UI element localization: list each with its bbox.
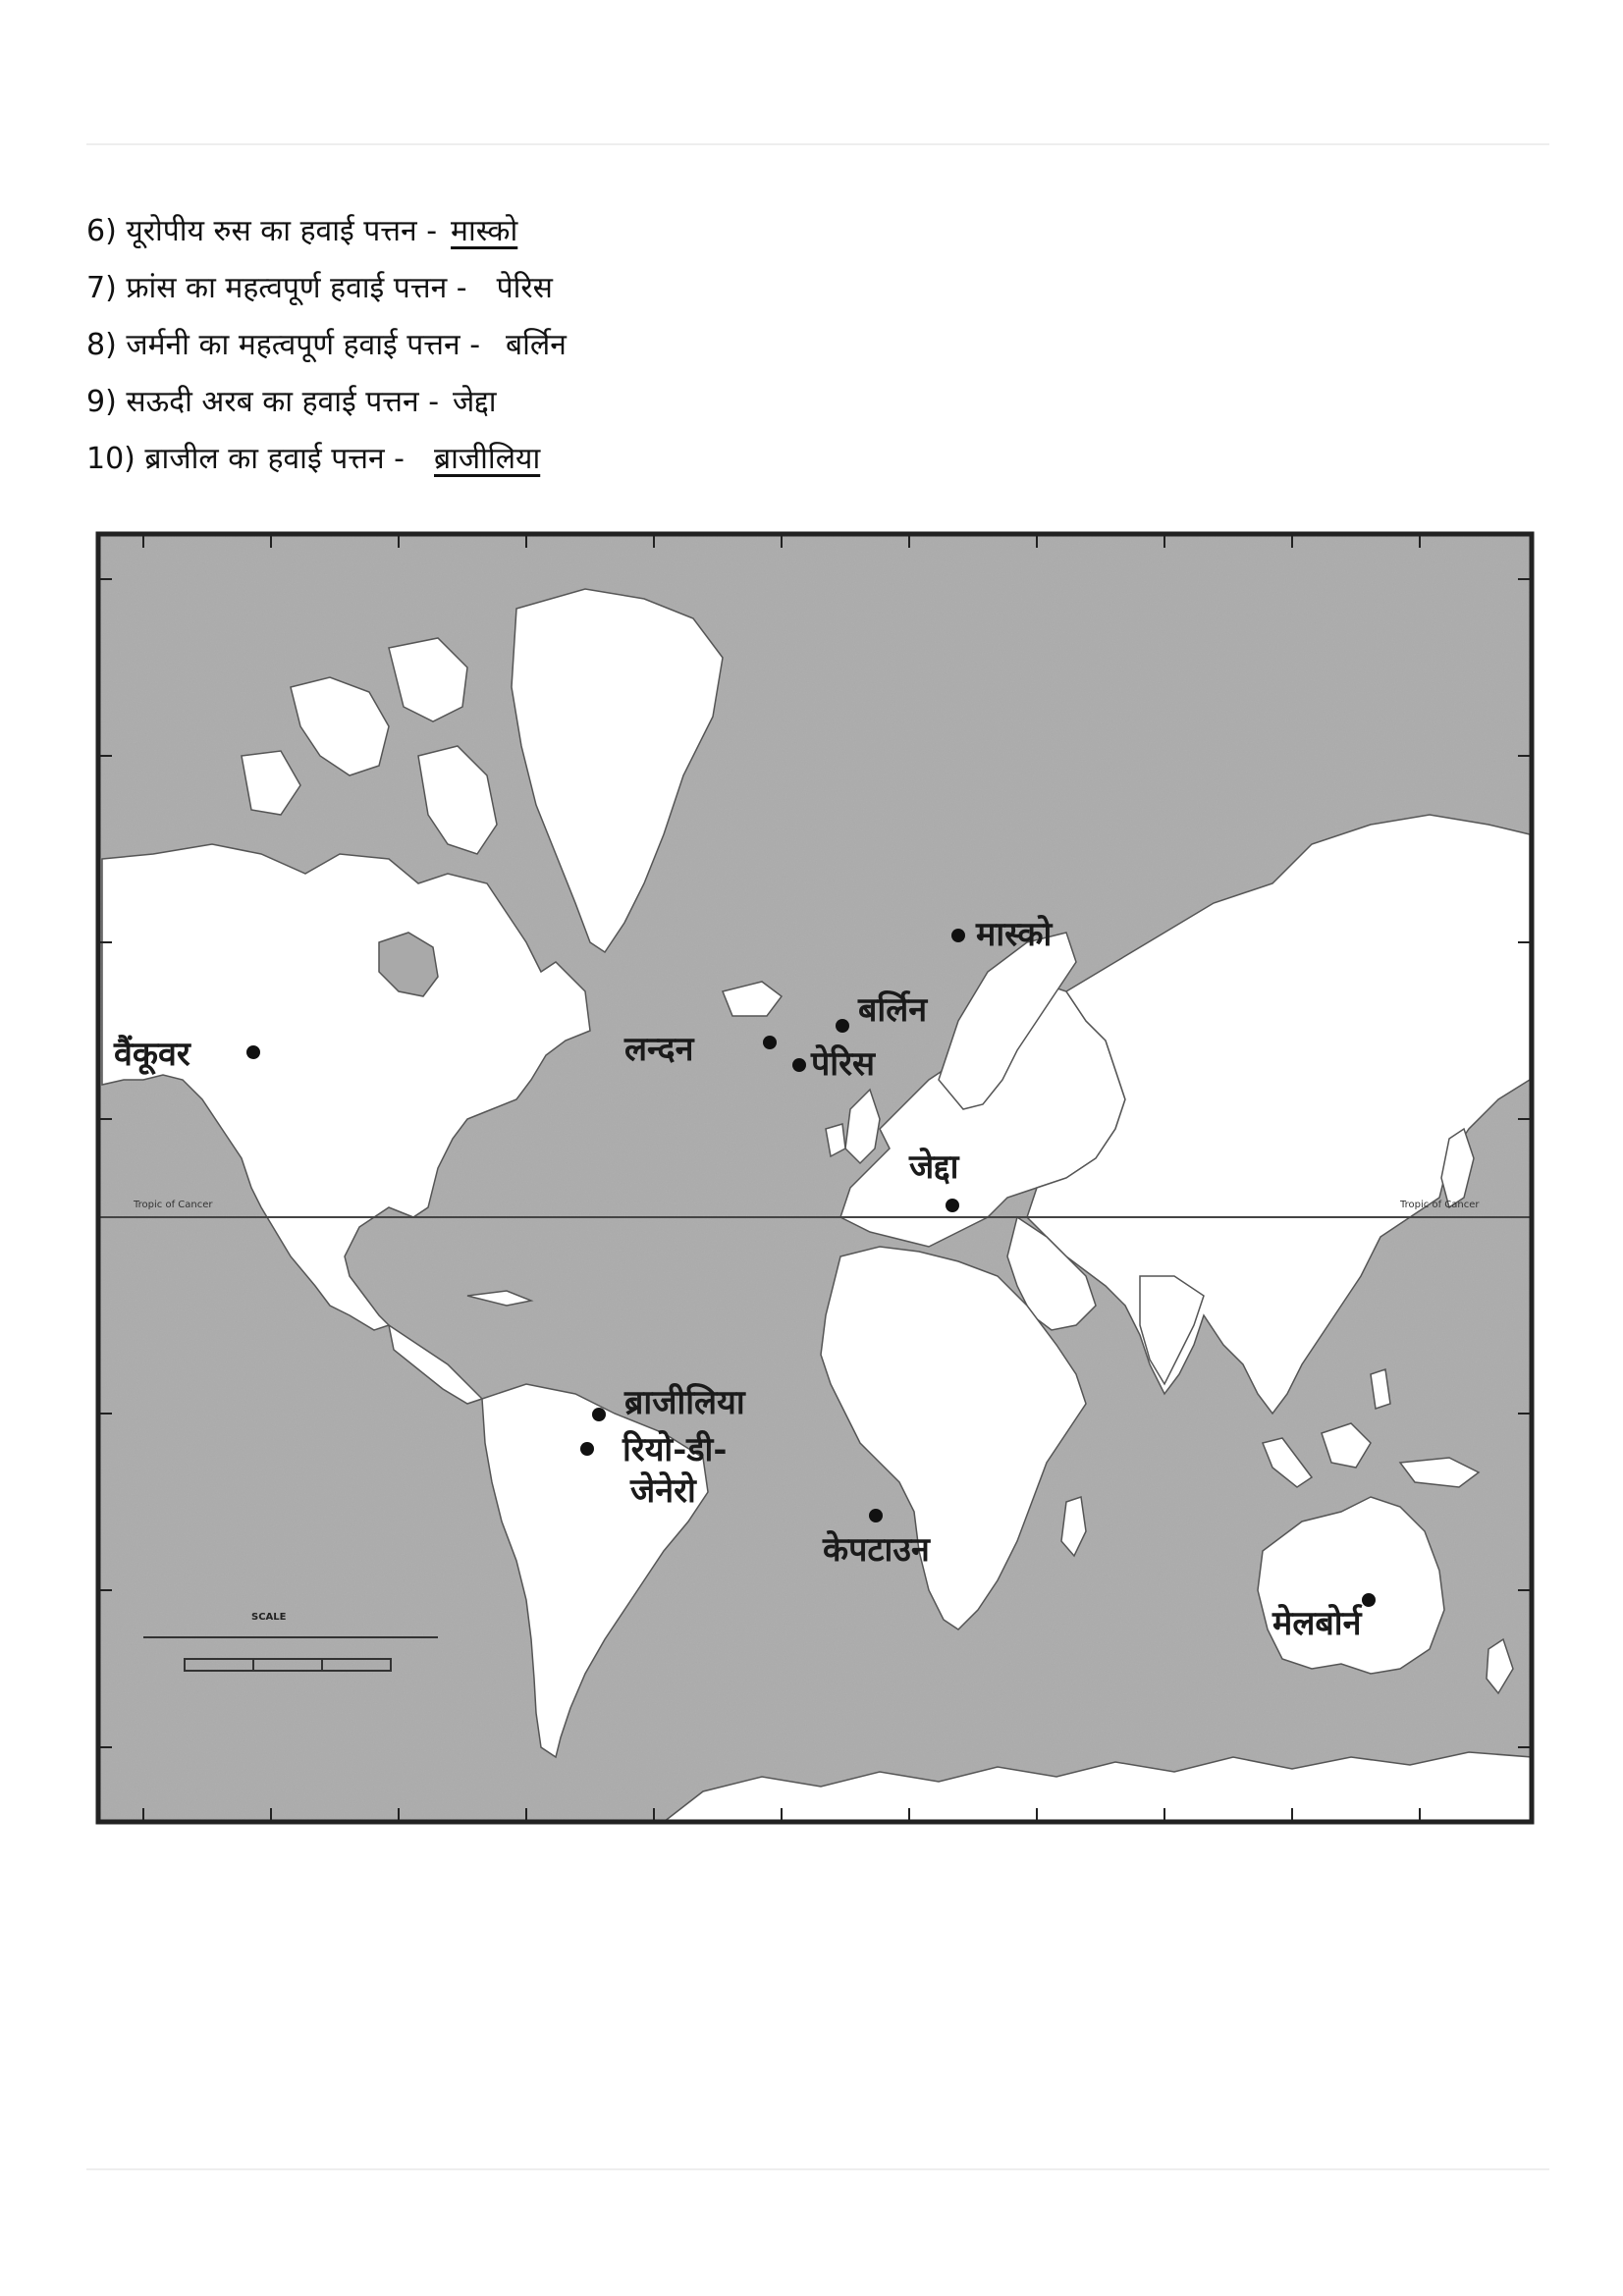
scale-title: SCALE bbox=[251, 1612, 287, 1623]
item-answer: बर्लिन bbox=[506, 328, 567, 362]
city-label-moscow: मास्को bbox=[976, 915, 1053, 954]
list-item bbox=[86, 265, 567, 322]
item-answer: मास्को bbox=[451, 214, 518, 248]
city-dot-vancouver bbox=[246, 1045, 260, 1059]
list-item bbox=[86, 436, 567, 493]
city-label-vancouver: वैंकूवर bbox=[114, 1035, 190, 1074]
bottom-rule bbox=[86, 2168, 1549, 2170]
city-dot-berlin bbox=[836, 1019, 849, 1033]
item-answer: जेद्दा bbox=[453, 385, 497, 419]
list-item bbox=[86, 322, 567, 379]
item-answer: ब्राजीलिया bbox=[434, 442, 541, 476]
city-label-london: लन्दन bbox=[624, 1030, 694, 1069]
city-label-jeddah: जेद्दा bbox=[909, 1148, 959, 1187]
world-map bbox=[94, 530, 1536, 1826]
city-dot-melbourne bbox=[1362, 1593, 1376, 1607]
item-label: 6) यूरोपीय रुस का हवाई पत्तन - bbox=[86, 214, 438, 248]
city-label-brasilia: ब्राजीलिया bbox=[624, 1383, 745, 1422]
city-label-rio-line2: जेनेरो bbox=[630, 1471, 696, 1511]
city-label-paris: पेरिस bbox=[811, 1044, 876, 1084]
list-item bbox=[86, 208, 567, 265]
question-answer-list bbox=[86, 208, 567, 493]
world-map-svg bbox=[94, 530, 1536, 1826]
city-label-melbourne: मेलबोर्न bbox=[1272, 1604, 1362, 1643]
item-label: 10) ब्राजील का हवाई पत्तन - bbox=[86, 442, 405, 476]
city-label-capetown: केपटाउन bbox=[823, 1530, 930, 1570]
city-label-rio-line1: रियो-डी- bbox=[622, 1430, 728, 1469]
list-item bbox=[86, 379, 567, 436]
city-dot-jeddah bbox=[946, 1199, 959, 1212]
city-dot-capetown bbox=[869, 1509, 883, 1522]
tropic-label-left: Tropic of Cancer bbox=[134, 1200, 213, 1210]
item-answer: पेरिस bbox=[496, 271, 553, 305]
city-dot-paris bbox=[792, 1058, 806, 1072]
item-label: 9) सऊदी अरब का हवाई पत्तन - bbox=[86, 385, 440, 419]
city-dot-london bbox=[763, 1036, 777, 1049]
city-dot-moscow bbox=[951, 929, 965, 942]
item-label: 7) फ्रांस का महत्वपूर्ण हवाई पत्तन - bbox=[86, 271, 467, 305]
city-dot-rio bbox=[580, 1442, 594, 1456]
top-rule bbox=[86, 143, 1549, 145]
item-label: 8) जर्मनी का महत्वपूर्ण हवाई पत्तन - bbox=[86, 328, 481, 362]
tropic-label-right: Tropic of Cancer bbox=[1400, 1200, 1480, 1210]
city-dot-brasilia bbox=[592, 1408, 606, 1421]
city-label-berlin: बर्लिन bbox=[858, 990, 928, 1030]
